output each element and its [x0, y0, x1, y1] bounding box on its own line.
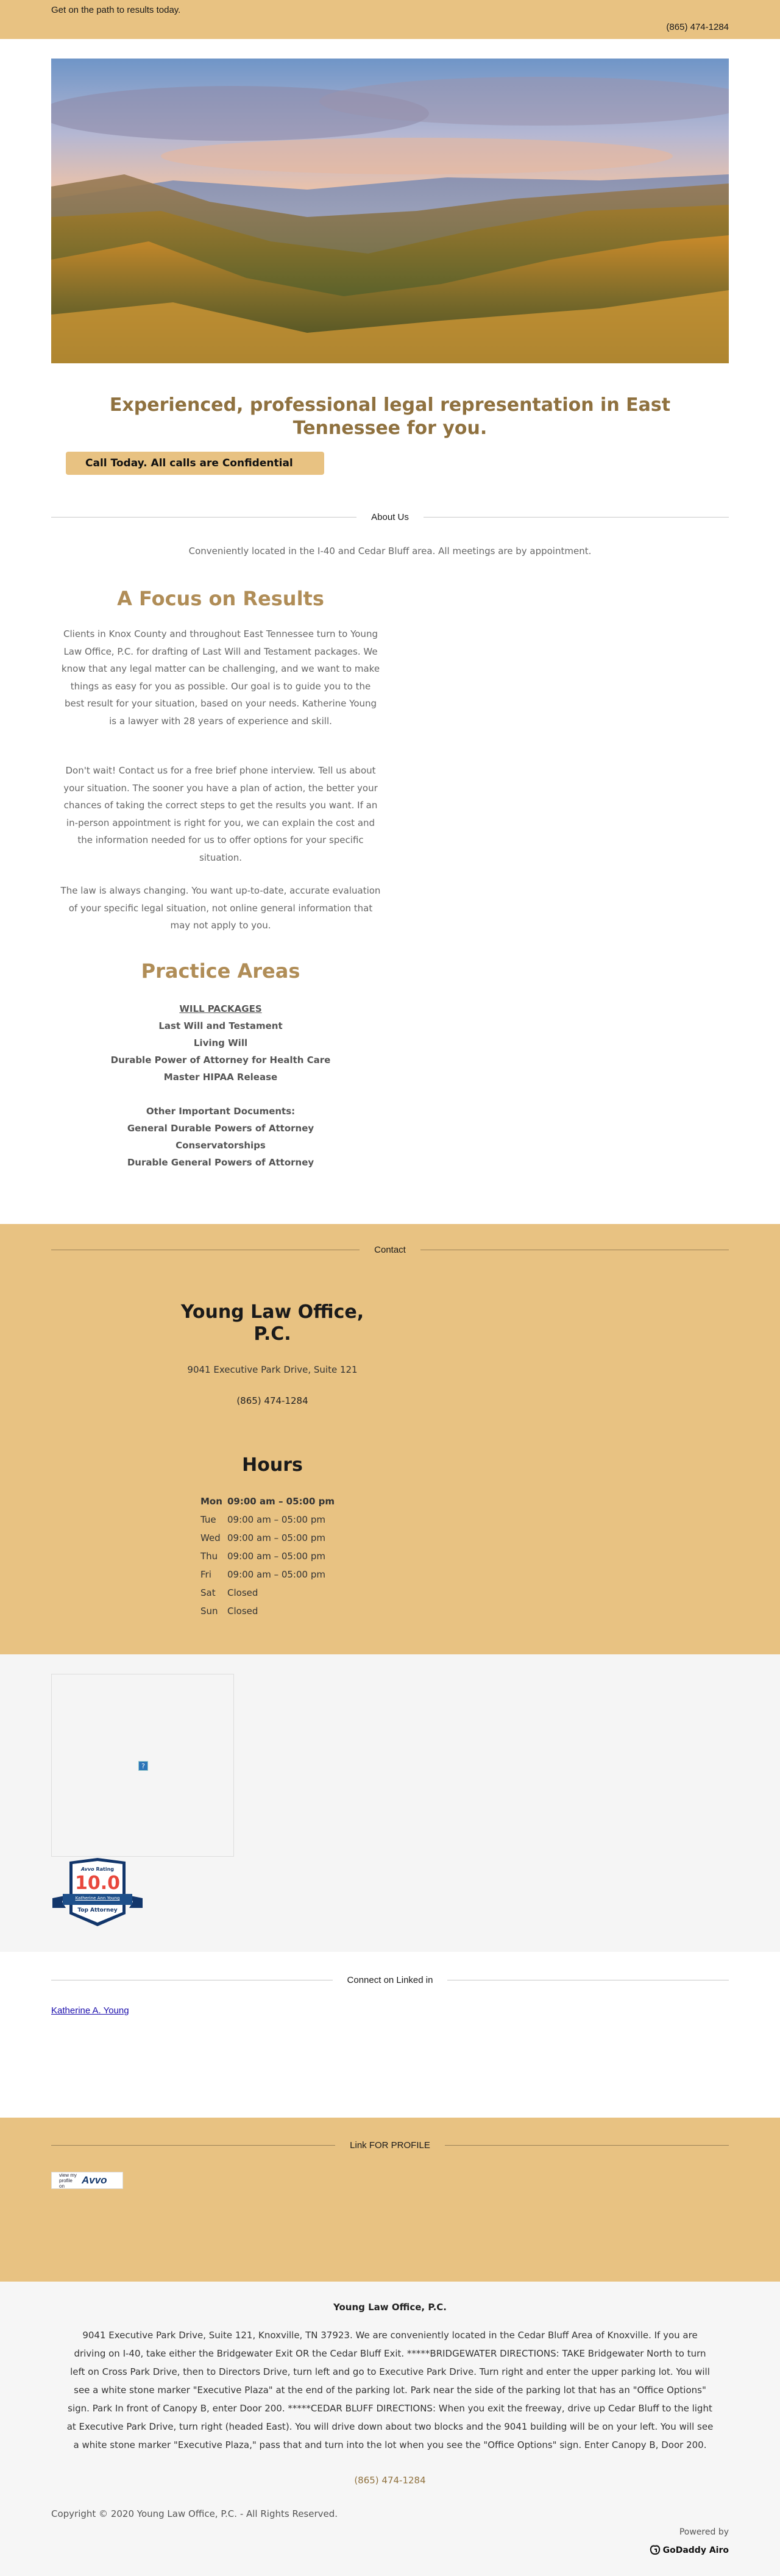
- linkedin-profile-link[interactable]: Katherine A. Young: [51, 2005, 129, 2016]
- hours-day: Sun: [200, 1606, 218, 1617]
- broken-image-icon: ?: [138, 1761, 148, 1771]
- about-us-label: About Us: [371, 512, 409, 522]
- footer-directions: 9041 Executive Park Drive, Suite 121, Knoxville, TN 37923. We are conveniently located in the Cedar Bluff Area of Knoxville. If you are driving on I-40, take either the Bridgewater Exit OR the Cedar Bluff Exit. *****BRIDGEWATER DIRECTIONS: TAKE Bridgewater North to turn left on Cross Park Drive, then to Directors Drive, turn left and go to Executive Park Drive. Turn right and enter the upper parking lot. You will see a white stone marker "Executive Plaza" at the end of the parking lot. Park near the side of the parking lot that has an "Office Options" sign. Park In front of Canopy B, enter Door 200. *****CEDAR BLUFF DIRECTIONS: When you exit the freeway, drive up Cedar Bluff to the light at Executive Park Drive, turn right (headed East). You will drive down about two blocks and the 9041 building will be on your left. You will see a white stone marker "Executive Plaza," pass that and turn into the lot when you see the "Office Options" sign. Enter Canopy B, Door 200.: [66, 2330, 714, 2450]
- top-bar: [0, 0, 780, 39]
- divider-line: [51, 517, 356, 518]
- hours-time: 09:00 am – 05:00 pm: [227, 1532, 325, 1543]
- practice-areas-list: [51, 1000, 390, 1171]
- divider-line: [424, 517, 729, 518]
- business-name: Young Law Office, P.C.: [180, 1301, 364, 1345]
- hours-time: Closed: [227, 1606, 258, 1617]
- hours-row: [200, 1492, 335, 1510]
- avvo-score: 10.0: [74, 1873, 121, 1894]
- about-us-divider: [51, 512, 729, 522]
- godaddy-airo-link[interactable]: [650, 2545, 729, 2556]
- hours-time: 09:00 am – 05:00 pm: [227, 1551, 325, 1562]
- footer-phone-link[interactable]: (865) 474-1284: [354, 2475, 426, 2486]
- contact-address: 9041 Executive Park Drive, Suite 121: [187, 1364, 358, 1375]
- focus-heading: A Focus on Results: [117, 587, 324, 610]
- hero-image: [51, 59, 729, 363]
- hours-heading: Hours: [242, 1454, 303, 1476]
- embedded-image-frame: [51, 1674, 234, 1857]
- avvo-rating-label: Avvo Rating: [80, 1866, 115, 1872]
- focus-paragraph-1: Clients in Knox County and throughout East Tennessee turn to Young Law Office, P.C. for drafting of Last Will and Testament packages. We know that any legal matter can be challenging, and we want to make things as easy for you as possible. Our goal is to guide you to the best result for your situation, based on your needs. Katherine Young is a lawyer with 28 years of experience and skill.: [61, 628, 380, 727]
- divider-line: [51, 2145, 335, 2146]
- hours-row: [200, 1510, 335, 1529]
- hours-time: 09:00 am – 05:00 pm: [227, 1496, 335, 1507]
- practice-item: General Durable Powers of Attorney: [127, 1123, 314, 1134]
- hours-row: [200, 1584, 335, 1602]
- linkedin-divider: [51, 1975, 729, 1985]
- divider-line: [445, 2145, 729, 2146]
- avvo-profile-button[interactable]: [51, 2172, 123, 2189]
- hours-day: Mon: [200, 1496, 222, 1507]
- hours-day: Fri: [200, 1569, 211, 1580]
- badge-attorney-name: Katherine Ann Young: [75, 1896, 120, 1901]
- focus-paragraph-3: The law is always changing. You want up-to-date, accurate evaluation of your specific legal situation, not online general information that may not apply to you.: [60, 885, 381, 931]
- contact-divider: [51, 1245, 729, 1255]
- avvo-rating-badge[interactable]: [52, 1858, 143, 1927]
- godaddy-logo-icon: [650, 2545, 661, 2556]
- practice-item: Living Will: [193, 1037, 248, 1048]
- profile-divider: [51, 2140, 729, 2151]
- header-phone-link[interactable]: (865) 474-1284: [666, 22, 729, 32]
- other-documents-heading: Other Important Documents:: [146, 1106, 296, 1117]
- hours-row: [200, 1565, 335, 1584]
- hours-row: [200, 1602, 335, 1620]
- contact-phone-link[interactable]: (865) 474-1284: [236, 1395, 308, 1406]
- copyright: Copyright © 2020 Young Law Office, P.C. - All Rights Reserved.: [51, 2508, 338, 2519]
- contact-section: [0, 1224, 780, 1654]
- contact-label: Contact: [374, 1245, 406, 1255]
- practice-areas-heading: Practice Areas: [141, 959, 300, 983]
- hours-time: 09:00 am – 05:00 pm: [227, 1514, 325, 1525]
- godaddy-brand: GoDaddy Airo: [662, 2546, 729, 2555]
- footer-business-name: Young Law Office, P.C.: [333, 2302, 447, 2313]
- hours-row: [200, 1529, 335, 1547]
- avvo-logo: Avvo: [82, 2174, 107, 2186]
- call-today-button[interactable]: Call Today. All calls are Confidential: [66, 452, 324, 475]
- practice-item: Durable Power of Attorney for Health Care: [110, 1055, 331, 1066]
- hours-day: Wed: [200, 1532, 221, 1543]
- hours-row: [200, 1547, 335, 1565]
- powered-by-label: Powered by: [679, 2527, 729, 2537]
- tagline: Get on the path to results today.: [51, 5, 181, 15]
- hours-time: Closed: [227, 1587, 258, 1598]
- focus-paragraph-2: Don't wait! Contact us for a free brief phone interview. Tell us about your situation. The sooner you have a plan of action, the better your chances of taking the correct steps to get the results you want. If an in-person appointment is right for you, we can explain the cost and the information needed for us to offer options for your specific situation.: [63, 765, 378, 863]
- will-packages-heading: WILL PACKAGES: [179, 1003, 262, 1014]
- practice-item: Conservatorships: [176, 1140, 266, 1151]
- badge-title: Top Attorney: [77, 1907, 118, 1913]
- practice-item: Master HIPAA Release: [163, 1072, 278, 1083]
- practice-item: Last Will and Testament: [158, 1020, 283, 1031]
- hours-day: Thu: [200, 1551, 218, 1562]
- page-headline: Experienced, professional legal representation in East Tennessee for you.: [109, 394, 671, 439]
- hours-table: [200, 1492, 335, 1620]
- about-intro: Conveniently located in the I-40 and Cedar Bluff area. All meetings are by appointment.: [188, 546, 592, 557]
- profile-label: Link FOR PROFILE: [350, 2140, 430, 2151]
- hours-time: 09:00 am – 05:00 pm: [227, 1569, 325, 1580]
- hours-day: Sat: [200, 1587, 216, 1598]
- avvo-button-caption: view my profile on: [59, 2172, 77, 2189]
- hours-day: Tue: [200, 1514, 216, 1525]
- linkedin-label: Connect on Linked in: [347, 1975, 433, 1985]
- practice-item: Durable General Powers of Attorney: [127, 1157, 314, 1168]
